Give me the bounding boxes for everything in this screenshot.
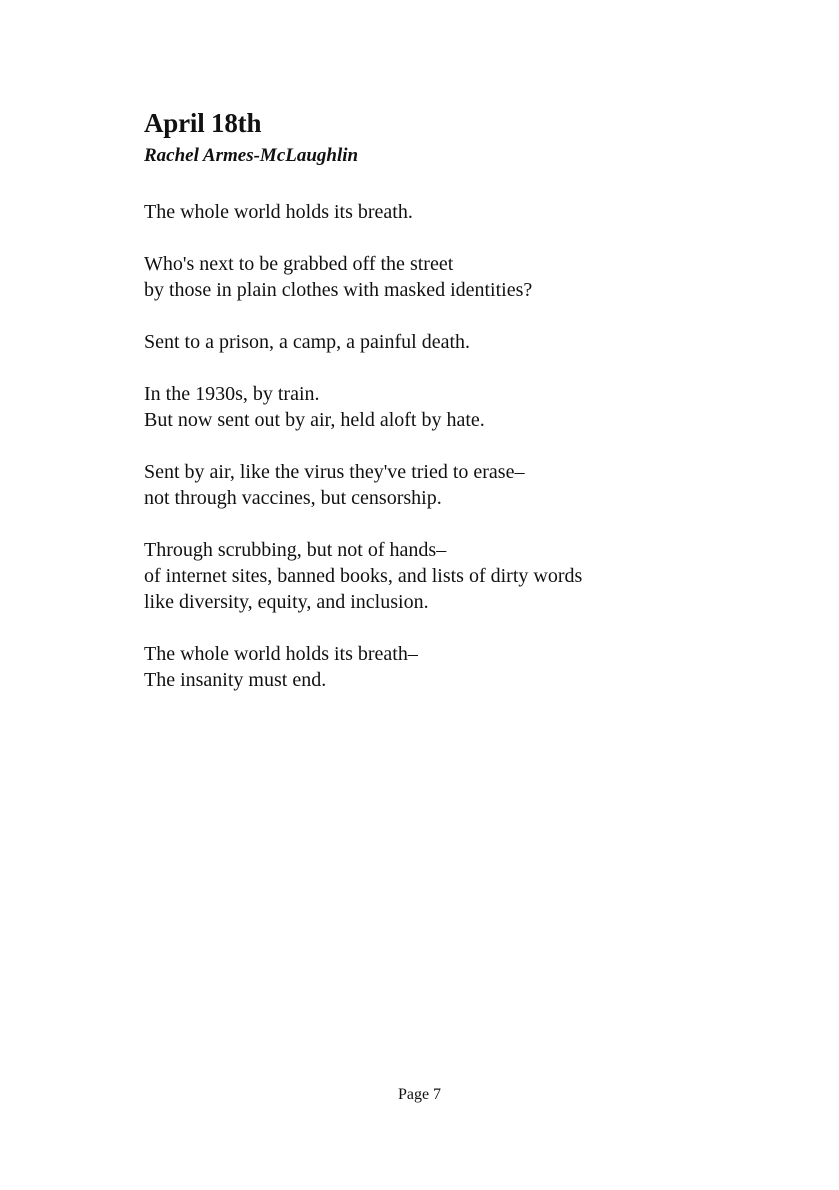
poem-line: by those in plain clothes with masked identities?: [144, 279, 533, 301]
stanza: [144, 381, 784, 433]
stanza: [144, 251, 784, 303]
poem-line: of internet sites, banned books, and lists of dirty words: [144, 565, 583, 587]
poem-line: The whole world holds its breath–: [144, 643, 418, 665]
poem-line: like diversity, equity, and inclusion.: [144, 591, 429, 613]
stanza: [144, 199, 784, 225]
poem-line: not through vaccines, but censorship.: [144, 487, 442, 509]
poem-line: Through scrubbing, but not of hands–: [144, 539, 447, 561]
poem-line: Who's next to be grabbed off the street: [144, 253, 454, 275]
stanza: [144, 537, 784, 615]
stanza: [144, 459, 784, 511]
poem-line: Sent by air, like the virus they've tried to erase–: [144, 461, 525, 483]
poem-container: [144, 106, 784, 719]
poem-line: The insanity must end.: [144, 669, 327, 691]
poem-line: But now sent out by air, held aloft by hate.: [144, 409, 485, 431]
poem-line: Sent to a prison, a camp, a painful death.: [144, 331, 471, 353]
poem-line: In the 1930s, by train.: [144, 383, 320, 405]
poem-line: The whole world holds its breath.: [144, 201, 413, 223]
poem-body: [144, 199, 784, 693]
stanza: [144, 329, 784, 355]
poem-author: Rachel Armes-McLaughlin: [144, 145, 359, 166]
page-number: Page 7: [397, 1086, 442, 1103]
poem-title: April 18th: [144, 108, 262, 138]
stanza: [144, 641, 784, 693]
